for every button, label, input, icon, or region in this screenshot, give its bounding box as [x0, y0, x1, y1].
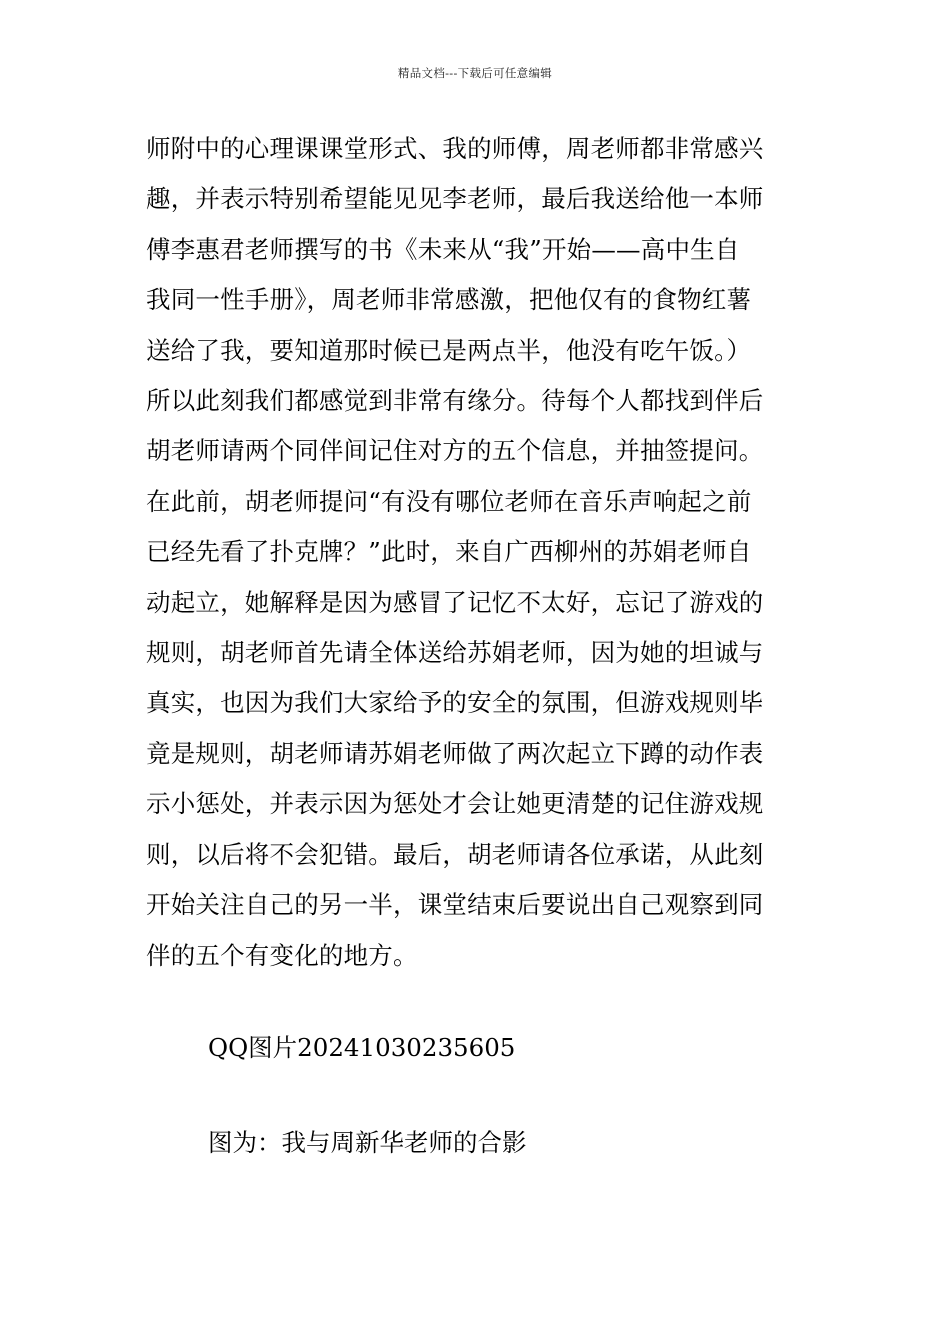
- paragraph-line: 伴的五个有变化的地方。: [146, 940, 418, 970]
- page-header: 精品文档---下载后可任意编辑: [397, 66, 553, 80]
- body-paragraph: [146, 124, 806, 981]
- paragraph-line: 傅李惠君老师撰写的书《未来从“我”开始——高中生自: [146, 234, 740, 264]
- paragraph-line: 规则，胡老师首先请全体送给苏娟老师，因为她的坦诚与: [146, 638, 764, 668]
- paragraph-line: 动起立，她解释是因为感冒了记忆不太好，忘记了游戏的: [146, 587, 764, 617]
- paragraph-line: 所以此刻我们都感觉到非常有缘分。待每个人都找到伴后: [146, 386, 764, 416]
- paragraph-line: 胡老师请两个同伴间记住对方的五个信息，并抽签提问。: [146, 436, 764, 466]
- paragraph-line: 在此前，胡老师提问“有没有哪位老师在音乐声响起之前: [146, 486, 752, 516]
- paragraph-line: 趣，并表示特别希望能见见李老师，最后我送给他一本师: [146, 184, 764, 214]
- photo-caption: 图为：我与周新华老师的合影: [208, 1128, 527, 1157]
- paragraph-line: 已经先看了扑克牌？”此时，来自广西柳州的苏娟老师自: [146, 537, 752, 567]
- paragraph-line: 开始关注自己的另一半，课堂结束后要说出自己观察到同: [146, 890, 764, 920]
- paragraph-line: 我同一性手册》，周老师非常感激，把他仅有的食物红薯: [146, 285, 752, 315]
- paragraph-line: 示小惩处，并表示因为惩处才会让她更清楚的记住游戏规: [146, 789, 764, 819]
- paragraph-line: 竟是规则，胡老师请苏娟老师做了两次起立下蹲的动作表: [146, 738, 764, 768]
- paragraph-line: 真实，也因为我们大家给予的安全的氛围，但游戏规则毕: [146, 688, 764, 718]
- image-filename-caption: QQ图片20241030235605: [208, 1033, 516, 1062]
- paragraph-line: 师附中的心理课课堂形式、我的师傅，周老师都非常感兴: [146, 134, 764, 163]
- paragraph-line: 则，以后将不会犯错。最后，胡老师请各位承诺，从此刻: [146, 839, 764, 869]
- paragraph-line: 送给了我，要知道那时候已是两点半，他没有吃午饭。）: [146, 335, 752, 365]
